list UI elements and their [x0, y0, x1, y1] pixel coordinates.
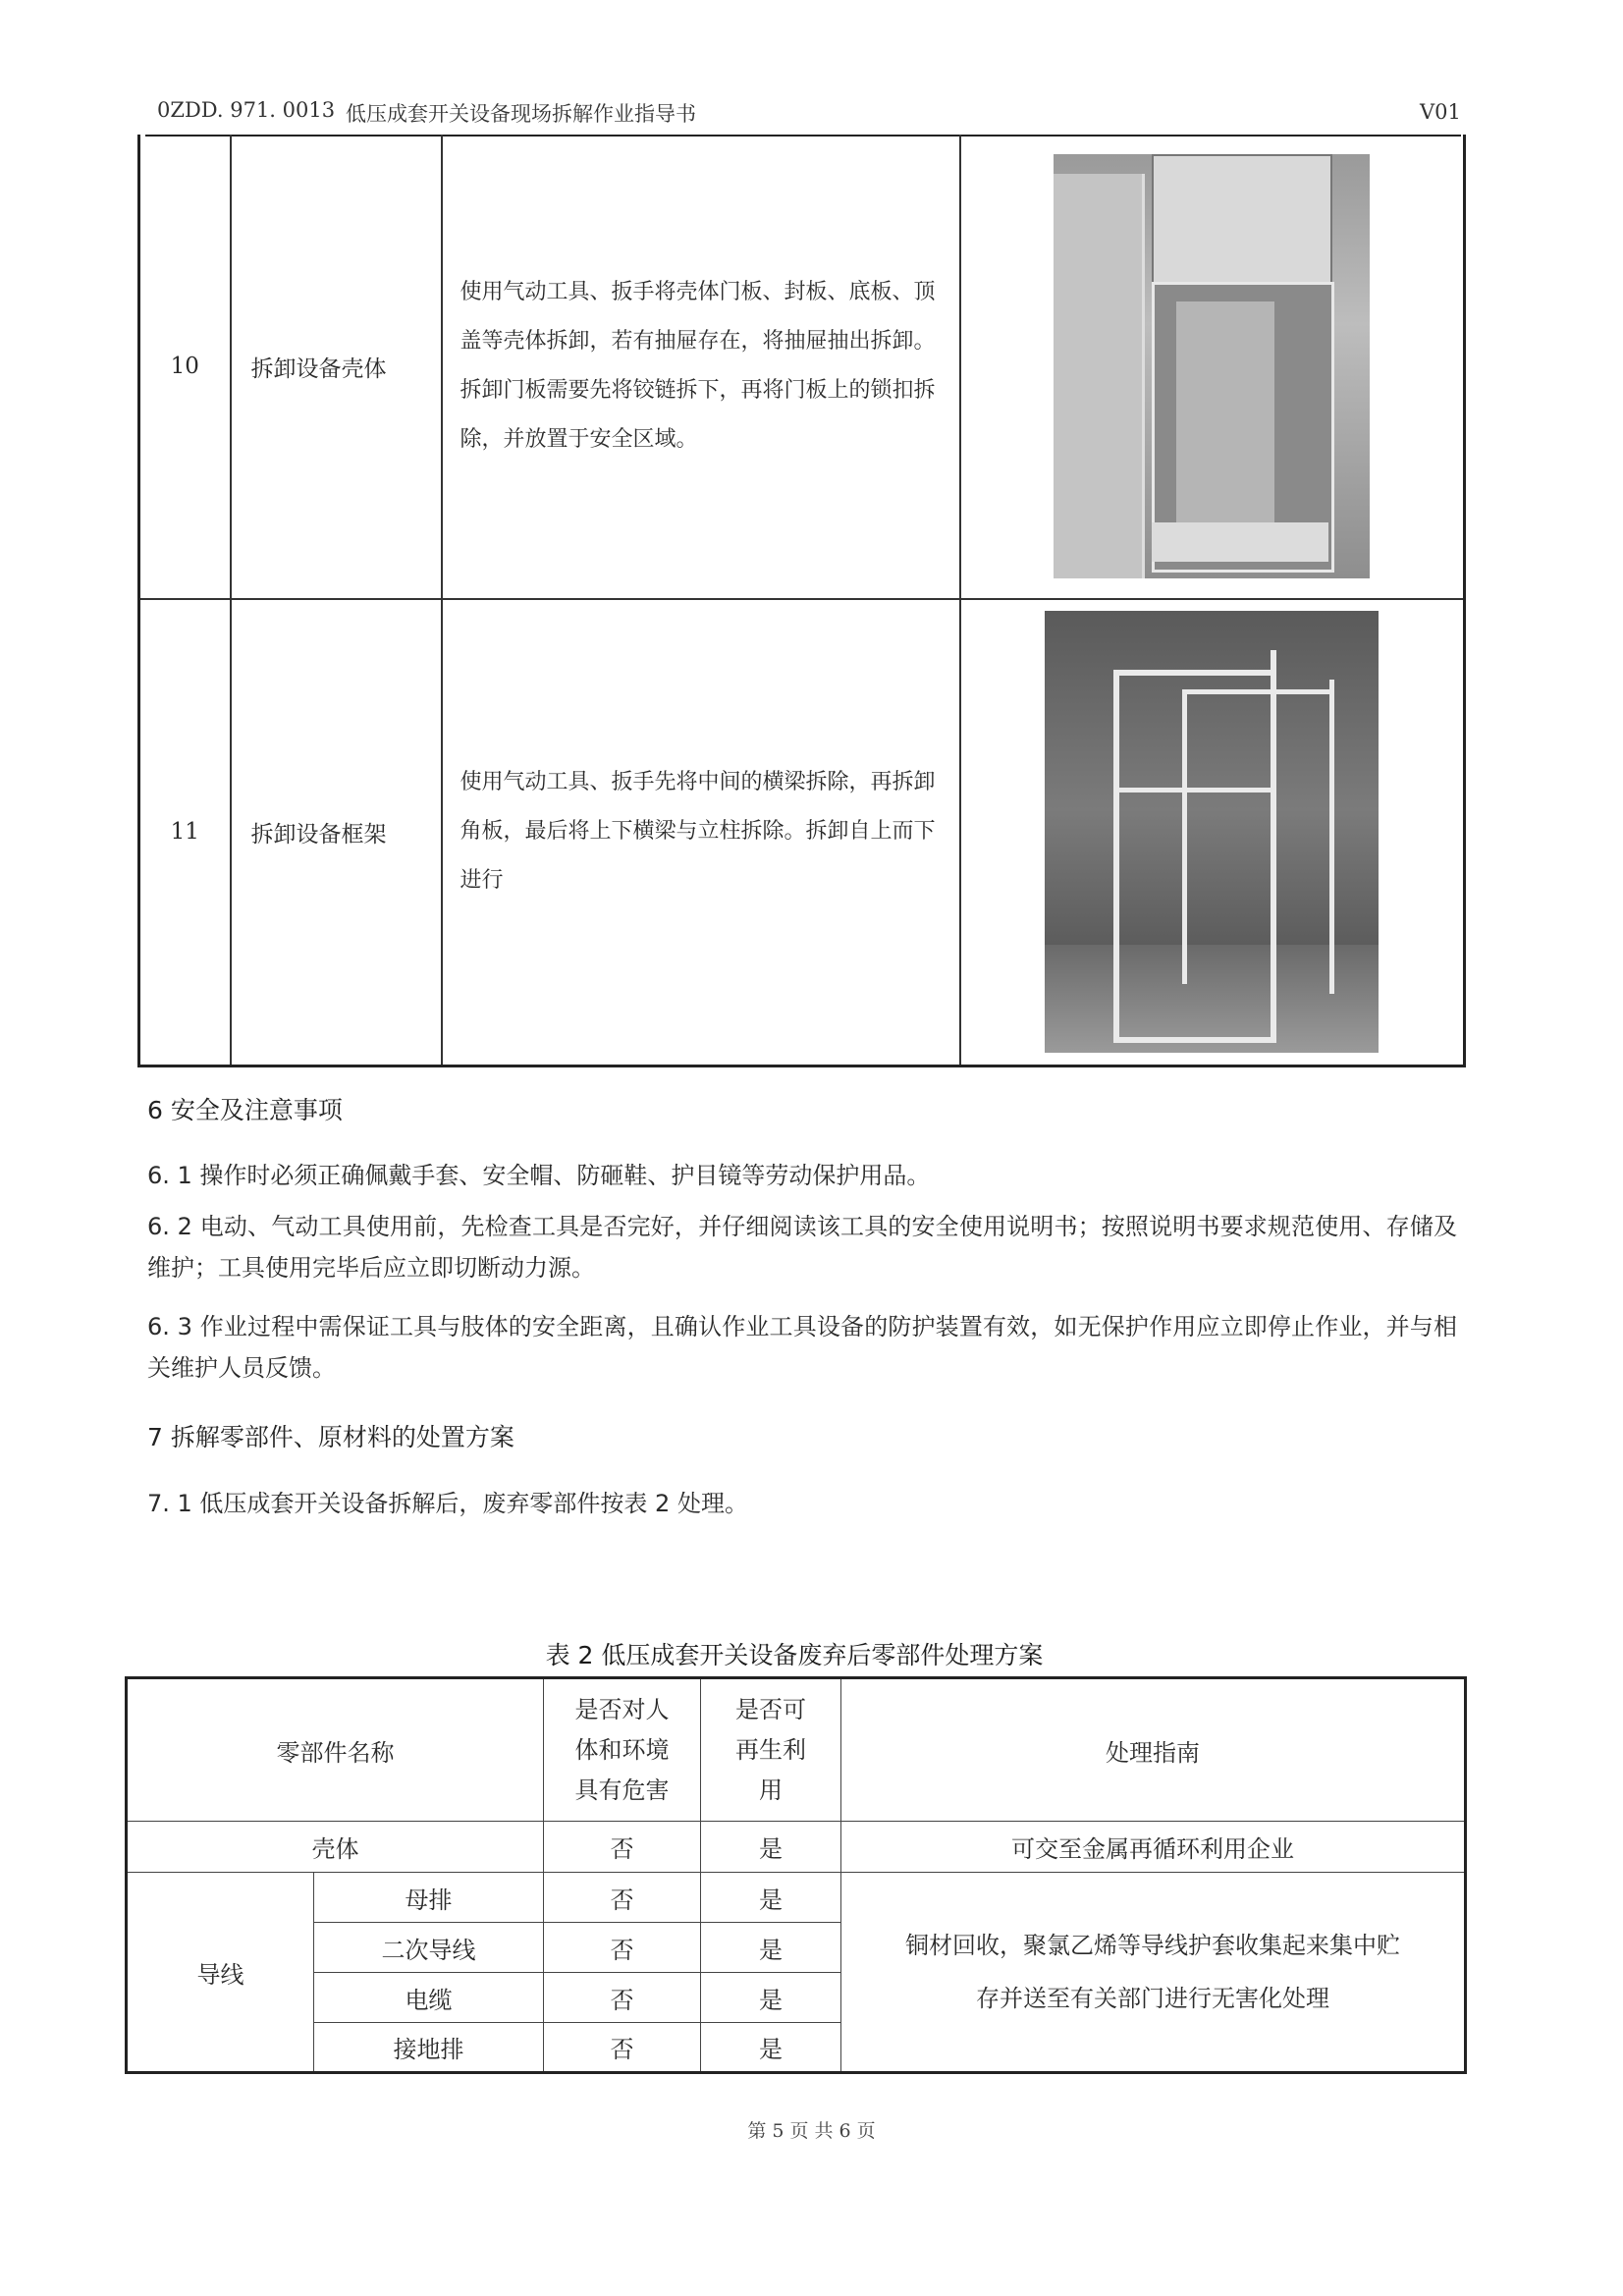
- step-row-11: [139, 599, 1465, 1066]
- page-number: 第 5 页 共 6 页: [747, 2120, 876, 2142]
- step-number: 10: [139, 135, 231, 599]
- step-name: 拆卸设备框架: [231, 599, 442, 1066]
- recycle-value: 是: [701, 1923, 841, 1973]
- col-header-guide: 处理指南: [841, 1678, 1466, 1822]
- hazard-value: 否: [544, 1822, 701, 1873]
- step-row-10: [139, 135, 1465, 599]
- guide-value: 铜材回收，聚氯乙烯等导线护套收集起来集中贮 存并送至有关部门进行无害化处理: [841, 1873, 1466, 2073]
- cabinet-shell-photo: [1054, 154, 1370, 578]
- table-row: [127, 1873, 1466, 1923]
- steps-table: [137, 135, 1466, 1067]
- hazard-value: 否: [544, 1973, 701, 2023]
- group-name: 导线: [127, 1873, 314, 2073]
- cabinet-frame-photo: [1045, 611, 1379, 1053]
- section-6-title: 6 安全及注意事项: [147, 1096, 343, 1124]
- doc-title: 低压成套开关设备现场拆解作业指导书: [346, 102, 696, 126]
- col-header-recycle: 是否可 再生利 用: [701, 1678, 841, 1822]
- section-7-title: 7 拆解零部件、原材料的处置方案: [147, 1423, 514, 1451]
- hazard-value: 否: [544, 1923, 701, 1973]
- part-name: 二次导线: [314, 1923, 544, 1973]
- part-name: 电缆: [314, 1973, 544, 2023]
- section-6-item: 6. 3 作业过程中需保证工具与肢体的安全距离，且确认作业工具设备的防护装置有效，如无保护作用应立即停止作业，并与相关维护人员反馈。: [147, 1313, 1457, 1382]
- section-6-item: 6. 1 操作时必须正确佩戴手套、安全帽、防砸鞋、护目镜等劳动保护用品。: [147, 1162, 931, 1189]
- step-name: 拆卸设备壳体: [231, 135, 442, 599]
- part-name: 接地排: [314, 2023, 544, 2073]
- recycle-value: 是: [701, 2023, 841, 2073]
- step-description: 使用气动工具、扳手将壳体门板、封板、底板、顶盖等壳体拆卸，若有抽屉存在，将抽屉抽出拆卸。拆卸门板需要先将铰链拆下，再将门板上的锁扣拆除，并放置于安全区域。: [442, 135, 960, 599]
- table2-caption: 表 2 低压成套开关设备废弃后零部件处理方案: [545, 1641, 1044, 1669]
- guide-value: 可交至金属再循环利用企业: [841, 1822, 1466, 1873]
- recycle-value: 是: [701, 1822, 841, 1873]
- recycle-value: 是: [701, 1873, 841, 1923]
- table2-header-row: [127, 1678, 1466, 1822]
- doc-code: 0ZDD. 971. 0013: [157, 98, 336, 122]
- col-header-part: 零部件名称: [127, 1678, 544, 1822]
- recycle-value: 是: [701, 1973, 841, 2023]
- step-number: 11: [139, 599, 231, 1066]
- part-name: 壳体: [127, 1822, 544, 1873]
- table-row: [127, 1822, 1466, 1873]
- hazard-value: 否: [544, 2023, 701, 2073]
- section-7-item: 7. 1 低压成套开关设备拆解后，废弃零部件按表 2 处理。: [147, 1490, 748, 1517]
- col-header-hazard: 是否对人 体和环境 具有危害: [544, 1678, 701, 1822]
- disposal-table: [125, 1676, 1467, 2074]
- doc-version: V01: [1420, 100, 1461, 124]
- part-name: 母排: [314, 1873, 544, 1923]
- hazard-value: 否: [544, 1873, 701, 1923]
- step-description: 使用气动工具、扳手先将中间的横梁拆除，再拆卸角板，最后将上下横梁与立柱拆除。拆卸自上而下进行: [442, 599, 960, 1066]
- step-photo-cell: [960, 599, 1465, 1066]
- step-photo-cell: [960, 135, 1465, 599]
- section-6-item: 6. 2 电动、气动工具使用前，先检查工具是否完好，并仔细阅读该工具的安全使用说明书；按照说明书要求规范使用、存储及维护；工具使用完毕后应立即切断动力源。: [147, 1213, 1457, 1282]
